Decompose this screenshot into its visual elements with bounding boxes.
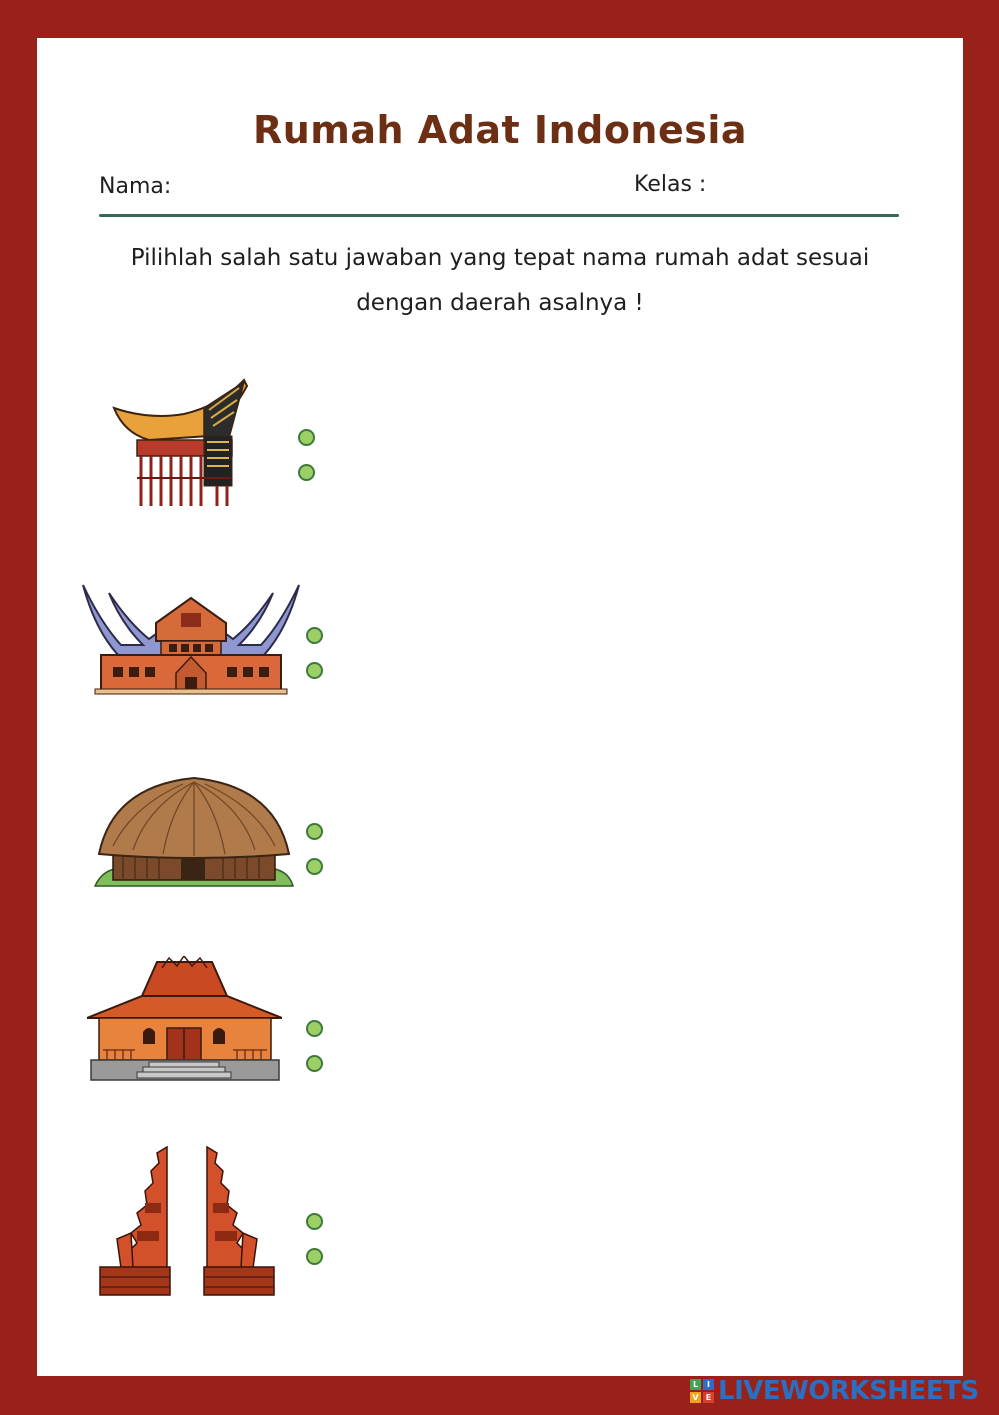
q3-option-2-radio[interactable] <box>306 858 323 875</box>
q5-option-1-radio[interactable] <box>306 1213 323 1230</box>
q5-option-2-radio[interactable] <box>306 1248 323 1265</box>
worksheet-title: Rumah Adat Indonesia <box>252 108 748 152</box>
watermark-text: LIVEWORKSHEETS <box>718 1376 979 1406</box>
logo-letter-e: E <box>703 1392 714 1403</box>
tongkonan-house-image <box>109 378 259 513</box>
rumah-gadang-house-image <box>81 583 301 698</box>
header-divider <box>99 214 899 217</box>
logo-letter-l: L <box>690 1379 701 1390</box>
joglo-house-image <box>87 956 282 1088</box>
logo-letter-i: I <box>703 1379 714 1390</box>
instruction-line-1: Pilihlah salah satu jawaban yang tepat nama rumah adat sesuai <box>130 245 870 271</box>
q4-option-2-radio[interactable] <box>306 1055 323 1072</box>
q1-option-1-radio[interactable] <box>298 429 315 446</box>
class-label: Kelas : <box>634 172 707 197</box>
name-label: Nama: <box>99 174 172 199</box>
q4-option-1-radio[interactable] <box>306 1020 323 1037</box>
liveworksheets-logo-icon <box>690 1379 714 1403</box>
honai-house-image <box>93 776 295 891</box>
instruction-line-2: dengan daerah asalnya ! <box>356 290 644 316</box>
logo-letter-v: V <box>690 1392 701 1403</box>
worksheet-page <box>37 38 963 1376</box>
instruction-text <box>77 236 923 326</box>
candi-bentar-gate-image <box>97 1143 277 1298</box>
q3-option-1-radio[interactable] <box>306 823 323 840</box>
q1-option-2-radio[interactable] <box>298 464 315 481</box>
q2-option-2-radio[interactable] <box>306 662 323 679</box>
liveworksheets-watermark <box>690 1375 979 1407</box>
q2-option-1-radio[interactable] <box>306 627 323 644</box>
